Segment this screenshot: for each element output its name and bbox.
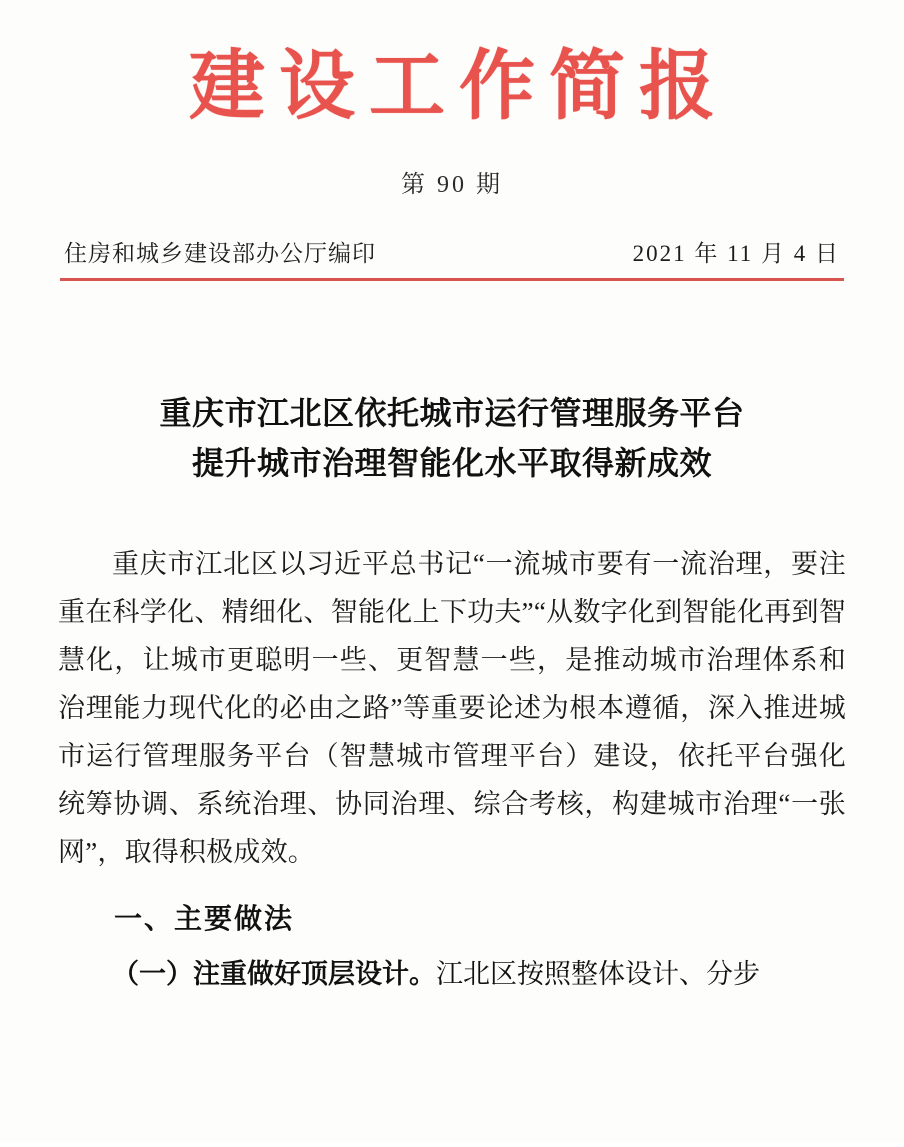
publication-title: 建设工作简报 (189, 41, 729, 130)
issue-number: 第 90 期 (401, 172, 503, 198)
article (58, 389, 846, 996)
article-paragraph-1: 重庆市江北区以习近平总书记“一流城市要有一流治理，要注重在科学化、精细化、智能化上下功夫”“从数字化到智能化再到智慧化，让城市更聪明一些、更智慧一些，是推动城市治理体系和治理能力现代化的必由之路”等重要论述为根本遵循，深入推进城市运行管理服务平台（智慧城市管理平台）建设，依托平台强化统筹协调、系统治理、协同治理、综合考核，构建城市治理“一张网”，取得积极成效。 (58, 549, 846, 868)
publication-date: 2021 年 11 月 4 日 (632, 241, 840, 266)
article-title-line-2: 提升城市治理智能化水平取得新成效 (191, 443, 712, 482)
section-heading-1: 一、主要做法 (114, 901, 295, 935)
subsection-heading-label: （一）注重做好顶层设计。 (112, 958, 436, 990)
publisher-name: 住房和城乡建设部办公厅编印 (64, 241, 376, 266)
subsection-heading-text: 江北区按照整体设计、分步 (436, 958, 760, 989)
article-body (58, 540, 846, 876)
article-title (58, 389, 846, 488)
page-bottom-edge (0, 1143, 904, 1147)
article-title-line-1: 重庆市江北区依托城市运行管理服务平台 (159, 394, 745, 432)
subsection-heading-1 (58, 953, 846, 996)
header-divider-rule (60, 278, 844, 281)
imprint-row (58, 235, 846, 278)
masthead (58, 0, 846, 130)
